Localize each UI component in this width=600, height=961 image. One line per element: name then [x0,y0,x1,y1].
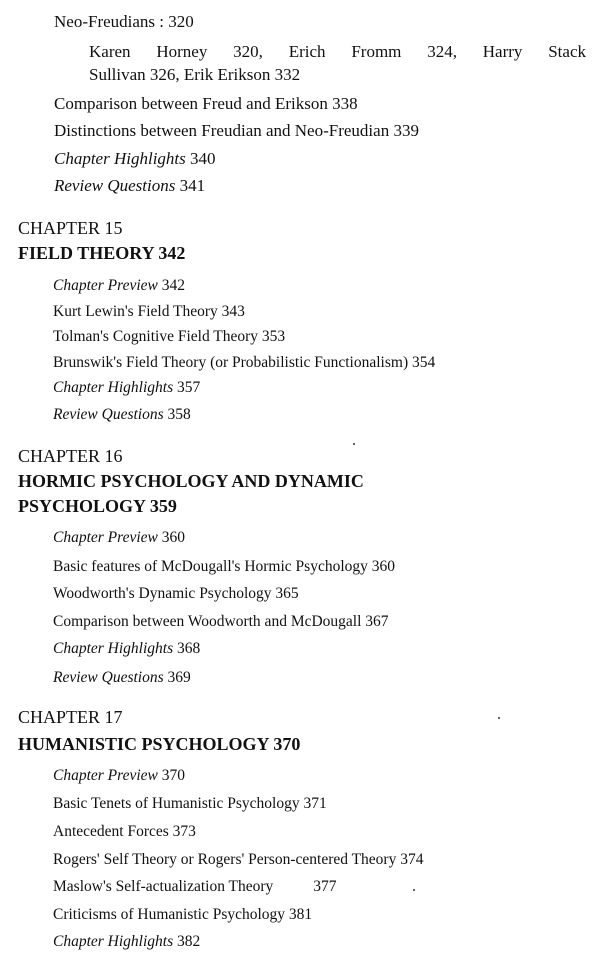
entry-page: 370 [161,767,186,784]
toc-entry: Basic features of McDougall's Hormic Psychology 360 [53,558,396,575]
entry-title: Chapter Preview [53,529,158,546]
entry-title: Chapter Highlights [53,379,174,396]
entry-title: Chapter Preview [53,767,158,784]
scan-speck [353,443,355,445]
entry-page: 369 [167,669,191,686]
toc-entry-chapter-highlights [53,932,200,952]
toc-entry: Brunswik's Field Theory (or Probabilistic Functionalism) 354 [53,354,436,371]
toc-entry-chapter-highlights [53,639,200,659]
entry-page: 342 [161,277,186,294]
entry-title: Maslow's Self-actualization Theory [53,878,274,895]
toc-entry-review-questions [53,668,191,688]
toc-entry-chapter-highlights [53,378,200,398]
chapter-title: HUMANISTIC PSYCHOLOGY 370 [18,734,301,754]
toc-entry: Criticisms of Humanistic Psychology 381 [53,906,313,923]
toc-entry-review-questions [54,176,205,196]
toc-entry-chapter-preview [53,766,185,786]
toc-entry: Tolman's Cognitive Field Theory 353 [53,328,286,345]
entry-title: Review Questions [54,176,176,195]
chapter-number: CHAPTER 17 [18,707,123,727]
toc-entry-freud-erikson: Comparison between Freud and Erikson 338 [54,94,358,113]
toc-entry: Rogers' Self Theory or Rogers' Person-centered Theory 374 [53,851,424,868]
toc-entry: Antecedent Forces 373 [53,823,196,840]
toc-entry-chapter-preview [53,528,185,548]
toc-entry-chapter-highlights [54,149,216,169]
chapter-title-line-1: HORMIC PSYCHOLOGY AND DYNAMIC [18,471,364,491]
entry-title: Chapter Highlights [53,933,174,950]
chapter-title: FIELD THEORY 342 [18,243,186,263]
entry-page: 360 [161,529,186,546]
toc-entry-review-questions [53,405,191,425]
toc-entry: Comparison between Woodworth and McDougall 367 [53,613,389,630]
entry-page: 377 [313,878,337,895]
entry-title: Review Questions [53,406,164,423]
chapter-number: CHAPTER 15 [18,218,123,238]
chapter-title-line-2: PSYCHOLOGY 359 [18,496,177,516]
entry-title: Chapter Highlights [53,640,174,657]
entry-title: Review Questions [53,669,164,686]
entry-title: Chapter Preview [53,277,158,294]
toc-entry-neo-freudians: Neo-Freudians : 320 [54,12,194,31]
chapter-number: CHAPTER 16 [18,446,123,466]
entry-page: 368 [177,640,201,657]
entry-page: 341 [179,176,206,195]
toc-entry: Kurt Lewin's Field Theory 343 [53,303,245,320]
entry-page: 382 [177,933,201,950]
toc-entry: Woodworth's Dynamic Psychology 365 [53,585,299,602]
toc-subentry-line-2: Sullivan 326, Erik Erikson 332 [89,65,301,84]
entry-page: 340 [190,149,216,168]
toc-entry: Basic Tenets of Humanistic Psychology 371 [53,795,327,812]
toc-entry-chapter-preview [53,276,185,296]
scan-speck [413,889,415,891]
entry-title: Chapter Highlights [54,149,186,168]
entry-page: 357 [177,379,201,396]
entry-page: 358 [167,406,191,423]
toc-entry-maslow [53,877,336,897]
scan-speck [498,717,500,719]
toc-subentry-line-1: Karen Horney 320, Erich Fromm 324, Harry Stack [89,42,586,61]
toc-entry-distinctions: Distinctions between Freudian and Neo-Freudian 339 [54,121,419,140]
